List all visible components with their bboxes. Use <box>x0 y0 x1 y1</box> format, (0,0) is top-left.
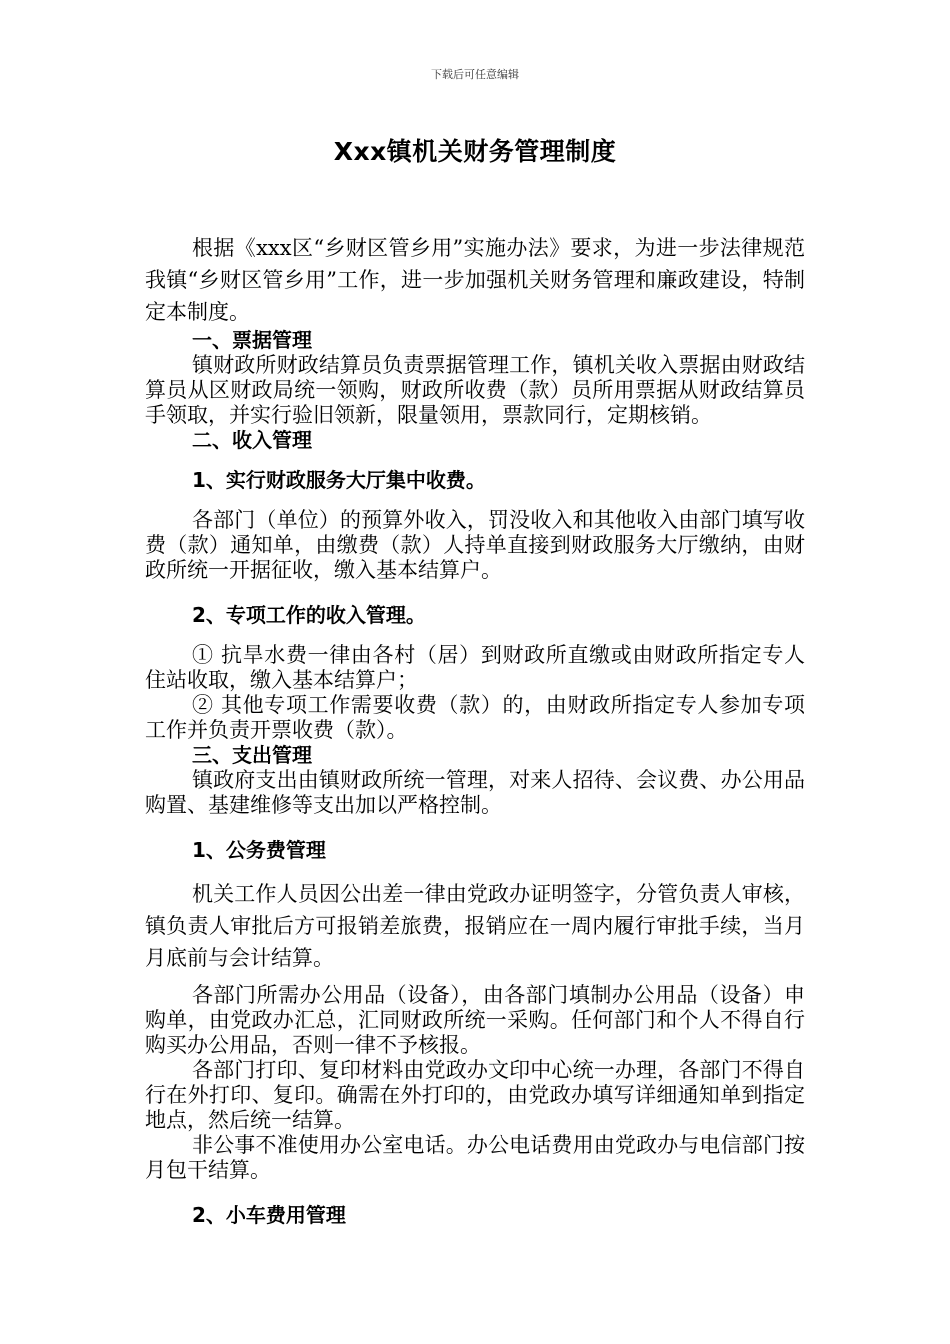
subheading-office-expenses: 1、公务费管理 <box>192 838 326 862</box>
paragraph-telephone: 非公事不准使用办公室电话。办公电话费用由党政办与电信部门按月包干结算。 <box>145 1133 805 1182</box>
section-heading-receipts: 一、票据管理 <box>192 328 312 352</box>
paragraph-travel-expenses: 机关工作人员因公出差一律由党政办证明签字，分管负责人审核，镇负责人审批后方可报销差旅费，报销应在一周内履行审批手续，当月月底前与会计结算。 <box>145 882 805 970</box>
paragraph-other-fees: ② 其他专项工作需要收费（款）的，由财政所指定专人参加专项工作并负责开票收费（款）。 <box>145 693 805 742</box>
paragraph-drought-fee: ① 抗旱水费一律由各村（居）到财政所直缴或由财政所指定专人住站收取，缴入基本结算户； <box>145 643 805 692</box>
paragraph-expenditure: 镇政府支出由镇财政所统一管理，对来人招待、会议费、办公用品购置、基建维修等支出加以严格控制。 <box>145 768 805 817</box>
subheading-special-income: 2、专项工作的收入管理。 <box>192 603 426 627</box>
subheading-vehicle-expenses: 2、小车费用管理 <box>192 1203 346 1227</box>
section-heading-income: 二、收入管理 <box>192 428 312 452</box>
paragraph-receipts: 镇财政所财政结算员负责票据管理工作，镇机关收入票据由财政结算员从区财政局统一领购，财政所收费（款）员所用票据从财政结算员手领取，并实行验旧领新，限量领用，票款同行，定期核销。 <box>145 353 805 427</box>
header-note: 下载后可任意编辑 <box>431 68 519 81</box>
document-body <box>145 232 805 1228</box>
paragraph-intro: 根据《xxx区“乡财区管乡用”实施办法》要求，为进一步法律规范我镇“乡财区管乡用”工作，进一步加强机关财务管理和廉政建设，特制定本制度。 <box>145 236 805 324</box>
paragraph-printing: 各部门打印、复印材料由党政办文印中心统一办理，各部门不得自行在外打印、复印。确需在外打印的，由党政办填写详细通知单到指定地点，然后统一结算。 <box>145 1058 805 1132</box>
paragraph-office-supplies: 各部门所需办公用品（设备），由各部门填制办公用品（设备）申购单，由党政办汇总，汇同财政所统一采购。任何部门和个人不得自行购买办公用品，否则一律不予核报。 <box>145 983 805 1057</box>
section-heading-expenditure: 三、支出管理 <box>192 743 312 767</box>
paragraph-centralized-fees: 各部门（单位）的预算外收入，罚没收入和其他收入由部门填写收费（款）通知单，由缴费（款）人持单直接到财政服务大厅缴纳，由财政所统一开据征收，缴入基本结算户。 <box>145 508 805 582</box>
document-title: Xxx镇机关财务管理制度 <box>333 137 617 166</box>
subheading-centralized-fees: 1、实行财政服务大厅集中收费。 <box>192 468 486 492</box>
